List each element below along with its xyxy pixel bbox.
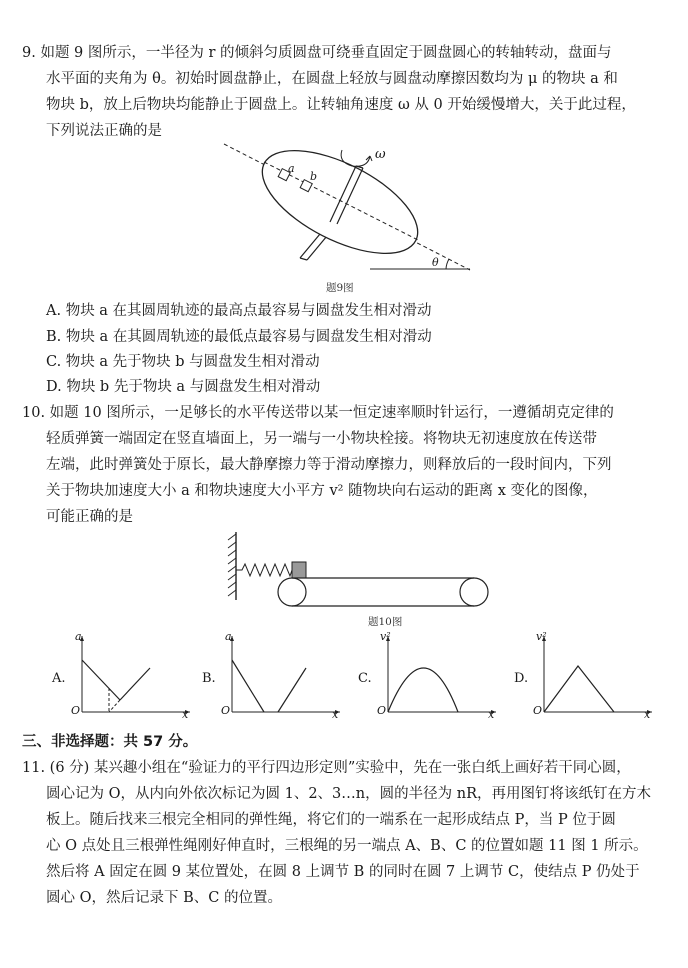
graph-d-ylabel: v²: [536, 630, 547, 643]
q10-line-2: 轻质弹簧一端固定在竖直墙面上，另一端与一小物块栓接。将物块无初速度放在传送带: [46, 431, 597, 447]
graph-c-origin: O: [377, 704, 387, 717]
figure-9: [220, 140, 480, 272]
q10-line-4: 关于物块加速度大小 a 和物块速度大小平方 v² 随物块向右运动的距离 x 变化的图像，: [46, 483, 598, 499]
q11-line-5: 然后将 A 固定在圆 9 某位置处，在圆 8 上调节 B 的同时在圆 7 上调节 C，使结点 P 仍处于: [46, 864, 640, 880]
graph-c-ylabel: v²: [380, 630, 391, 643]
q11-line-2: 圆心记为 O，从内向外依次标记为圆 1、2、3…n，圆的半径为 nR，再用图钉将该纸钉在方木: [46, 786, 651, 802]
label-omega: ω: [375, 147, 386, 162]
q10-line-1: 10. 如题 10 图所示，一足够长的水平传送带以某一恒定速率顺时针运行，一遵循胡克定律的: [22, 405, 614, 421]
spring: [236, 564, 292, 576]
q9-line-3: 物块 b，放上后物块均能静止于圆盘上。让转轴角速度 ω 从 0 开始缓慢增大，关于此过程，: [46, 97, 636, 113]
small-block: [292, 562, 306, 578]
theta-arc: [446, 259, 449, 269]
graph-d: [532, 632, 662, 724]
figure-10: [220, 528, 500, 614]
figure-10-caption: 题10图: [368, 616, 403, 628]
q9-option-c: C. 物块 a 先于物块 b 与圆盘发生相对滑动: [46, 354, 320, 370]
section-3-title: 三、非选择题：共 57 分。: [22, 734, 198, 750]
graph-a-decreasing: [82, 660, 120, 700]
graph-c-xlabel: x: [488, 708, 495, 721]
graph-d-option: D.: [514, 671, 529, 686]
right-roller: [460, 578, 488, 606]
q11-line-3: 板上。随后找来三根完全相同的弹性绳，将它们的一端系在一起形成结点 P，当 P 位于圆: [46, 812, 616, 828]
graph-a-dashed: [109, 700, 120, 712]
graph-c-curve: [388, 668, 458, 712]
q9-option-b: B. 物块 a 在其圆周轨迹的最低点最容易与圆盘发生相对滑动: [46, 329, 432, 345]
q11-line-6: 圆心 O，然后记录下 B、C 的位置。: [46, 890, 282, 906]
graph-a-increasing: [120, 668, 150, 700]
graph-a-origin: O: [71, 704, 81, 717]
q9-line-4: 下列说法正确的是: [46, 123, 162, 139]
graph-b-option: B.: [202, 671, 216, 686]
q9-option-d: D. 物块 b 先于物块 a 与圆盘发生相对滑动: [46, 379, 321, 395]
graph-b-xlabel: x: [332, 708, 339, 721]
label-b: b: [310, 170, 318, 183]
graph-b-increasing: [278, 668, 306, 712]
q10-line-5: 可能正确的是: [46, 509, 133, 525]
tilted-disk: [247, 140, 433, 272]
graph-a-ylabel: a: [75, 630, 82, 643]
graph-b: [220, 632, 350, 724]
graph-d-xlabel: x: [644, 708, 651, 721]
q11-line-4: 心 O 点处且三根弹性绳刚好伸直时，三根绳的另一端点 A、B、C 的位置如题 11 图 1 所示。: [46, 838, 648, 854]
figure-9-caption: 题9图: [326, 282, 354, 294]
q9-line-1: 9. 如题 9 图所示，一半径为 r 的倾斜匀质圆盘可绕垂直固定于圆盘圆心的转轴转动，盘面与: [22, 45, 612, 61]
left-roller: [278, 578, 306, 606]
graph-c-option: C.: [358, 671, 372, 686]
label-theta: θ: [432, 256, 439, 269]
label-a: a: [288, 162, 295, 175]
graph-c: [376, 632, 506, 724]
q10-line-3: 左端，此时弹簧处于原长，最大静摩擦力等于滑动摩擦力，则释放后的一段时间内，下列: [46, 457, 612, 473]
q9-option-a: A. 物块 a 在其圆周轨迹的最高点最容易与圆盘发生相对滑动: [46, 303, 432, 319]
graph-b-ylabel: a: [225, 630, 232, 643]
q9-line-2: 水平面的夹角为 θ。初始时圆盘静止，在圆盘上轻放与圆盘动摩擦因数均为 μ 的物块 a 和: [46, 71, 618, 87]
q11-line-1: 11. (6 分) 某兴趣小组在“验证力的平行四边形定则”实验中，先在一张白纸上画好若干同心圆，: [22, 760, 631, 776]
graph-b-decreasing: [232, 660, 264, 712]
graph-d-origin: O: [533, 704, 543, 717]
graph-a-option: A.: [52, 671, 66, 686]
graph-d-triangle: [544, 666, 614, 712]
graph-a-xlabel: x: [182, 708, 189, 721]
graph-b-origin: O: [221, 704, 231, 717]
graph-a: [70, 632, 200, 724]
